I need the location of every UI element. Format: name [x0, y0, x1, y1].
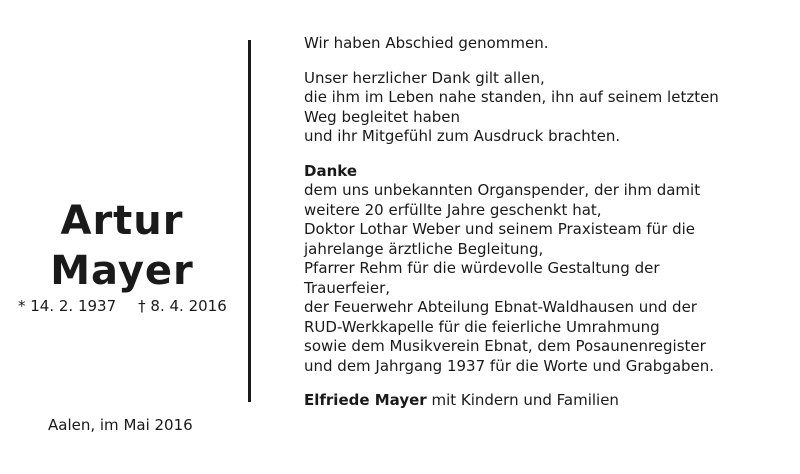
danke-line: jahrelange ärztliche Begleitung, — [304, 239, 544, 258]
birth-date: * 14. 2. 1937 — [18, 297, 117, 315]
danke-line: Doktor Lothar Weber und seinem Praxisteam für die — [304, 220, 696, 238]
thanks-line: und ihr Mitgefühl zum Ausdruck brachten. — [304, 127, 621, 145]
death-date: † 8. 4. 2016 — [138, 297, 227, 315]
signature-rest: mit Kindern und Familien — [426, 391, 619, 409]
danke-line: sowie dem Musikverein Ebnat, dem Posaunenregister — [304, 337, 706, 355]
thanks-line: Weg begleitet haben — [304, 107, 461, 126]
thanks-line: Unser herzlicher Dank gilt allen, — [304, 68, 545, 87]
place-and-date: Aalen, im Mai 2016 — [48, 416, 193, 434]
signature — [304, 391, 784, 411]
deceased-name — [0, 196, 244, 296]
signature-name: Elfriede Mayer — [304, 391, 427, 409]
first-name: Artur — [60, 198, 184, 244]
thanks-line: die ihm im Leben nahe standen, ihn auf seinem letzten — [304, 88, 719, 106]
intro-line: Wir haben Abschied genommen. — [304, 34, 549, 52]
danke-line: Trauerfeier, — [304, 278, 391, 297]
last-name: Mayer — [50, 248, 194, 294]
vertical-divider — [248, 40, 251, 402]
danke-line: der Feuerwehr Abteilung Ebnat-Waldhausen und der — [304, 298, 697, 316]
danke-line: und dem Jahrgang 1937 für die Worte und Grabgaben. — [304, 356, 715, 375]
life-dates — [18, 297, 227, 315]
danke-line: dem uns unbekannten Organspender, der ihm damit — [304, 181, 701, 199]
danke-heading: Danke — [304, 161, 357, 180]
message-column — [304, 34, 784, 411]
danke-line: weitere 20 erfüllte Jahre geschenkt hat, — [304, 200, 602, 219]
danke-line: RUD-Werkkapelle für die feierliche Umrahmung — [304, 317, 660, 336]
danke-line: Pfarrer Rehm für die würdevolle Gestaltung der — [304, 259, 660, 277]
